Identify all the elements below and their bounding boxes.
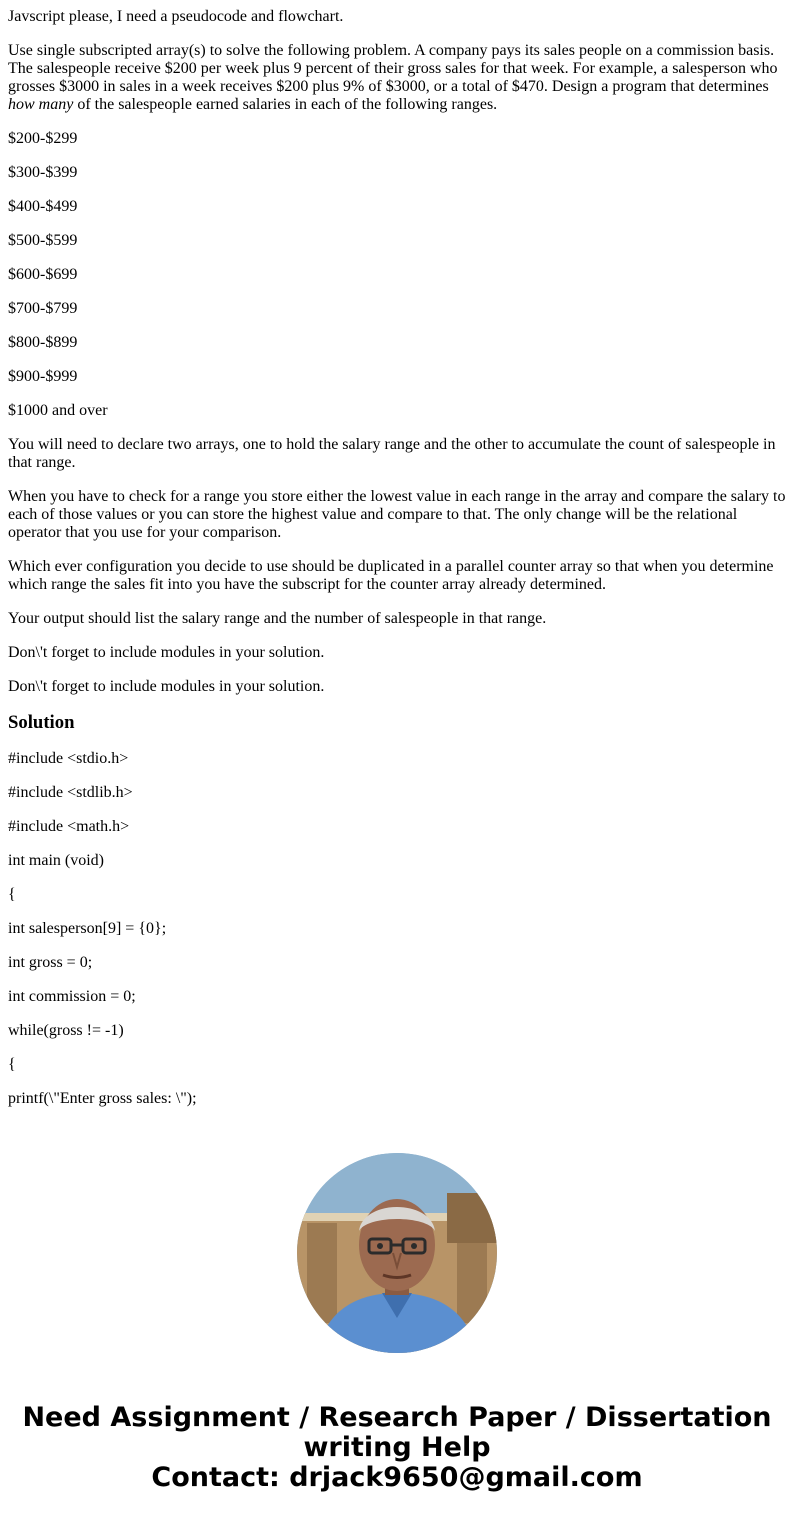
code-line: #include <stdlib.h> — [8, 784, 133, 801]
code-line: int main (void) — [8, 852, 104, 869]
question-content — [8, 8, 788, 1124]
footer-promo — [0, 1403, 794, 1493]
note-paragraph: Don\'t forget to include modules in your solution. — [8, 644, 325, 661]
problem-text — [8, 42, 788, 114]
range-item: $400-$499 — [8, 198, 78, 215]
author-avatar — [297, 1153, 497, 1353]
note-paragraph: Don\'t forget to include modules in your solution. — [8, 678, 325, 695]
intro-text: Javscript please, I need a pseudocode and flowchart. — [8, 8, 344, 25]
problem-text-pre: Use single subscripted array(s) to solve the following problem. A company pays its sales people on a commission basis. The salespeople receive $200 per week plus 9 percent of their gross sales for that week. For example, a salesperson who grosses $3000 in sales in a week receives $200 plus 9% of $3000, or a total of $470. Design a program that determines — [8, 42, 778, 95]
problem-text-post: of the salespeople earned salaries in each of the following ranges. — [73, 96, 498, 113]
code-line: int salesperson[9] = {0}; — [8, 920, 167, 937]
range-item: $800-$899 — [8, 334, 78, 351]
range-item: $600-$699 — [8, 266, 78, 283]
code-line: printf(\"Enter gross sales: \"); — [8, 1090, 197, 1107]
solution-heading: Solution — [8, 712, 75, 733]
note-paragraph: When you have to check for a range you store either the lowest value in each range in the array and compare the salary to each of those values or you can store the highest value and compare to that. The only change will be the relational operator that you use for your comparison. — [8, 488, 786, 541]
code-line: { — [8, 886, 16, 903]
code-line: int commission = 0; — [8, 988, 136, 1005]
code-line: #include <math.h> — [8, 818, 130, 835]
problem-text-emphasis: how many — [8, 96, 74, 113]
note-paragraph: You will need to declare two arrays, one to hold the salary range and the other to accumulate the count of salespeople in that range. — [8, 436, 776, 471]
footer-contact-text: Contact: drjack9650@gmail.com — [151, 1462, 643, 1493]
author-portrait-image — [297, 1153, 497, 1353]
footer-help-text: Need Assignment / Research Paper / Dissertation writing Help — [22, 1402, 772, 1463]
note-paragraph: Which ever configuration you decide to use should be duplicated in a parallel counter array so that when you determine which range the sales fit into you have the subscript for the counter array already determined. — [8, 558, 774, 593]
range-item: $200-$299 — [8, 130, 78, 147]
code-line: int gross = 0; — [8, 954, 93, 971]
range-item: $900-$999 — [8, 368, 78, 385]
code-line: #include <stdio.h> — [8, 750, 129, 767]
range-item: $500-$599 — [8, 232, 78, 249]
note-paragraph: Your output should list the salary range and the number of salespeople in that range. — [8, 610, 547, 627]
range-item: $300-$399 — [8, 164, 78, 181]
code-line: while(gross != -1) — [8, 1022, 124, 1039]
code-line: { — [8, 1056, 16, 1073]
range-item: $700-$799 — [8, 300, 78, 317]
range-item: $1000 and over — [8, 402, 108, 419]
